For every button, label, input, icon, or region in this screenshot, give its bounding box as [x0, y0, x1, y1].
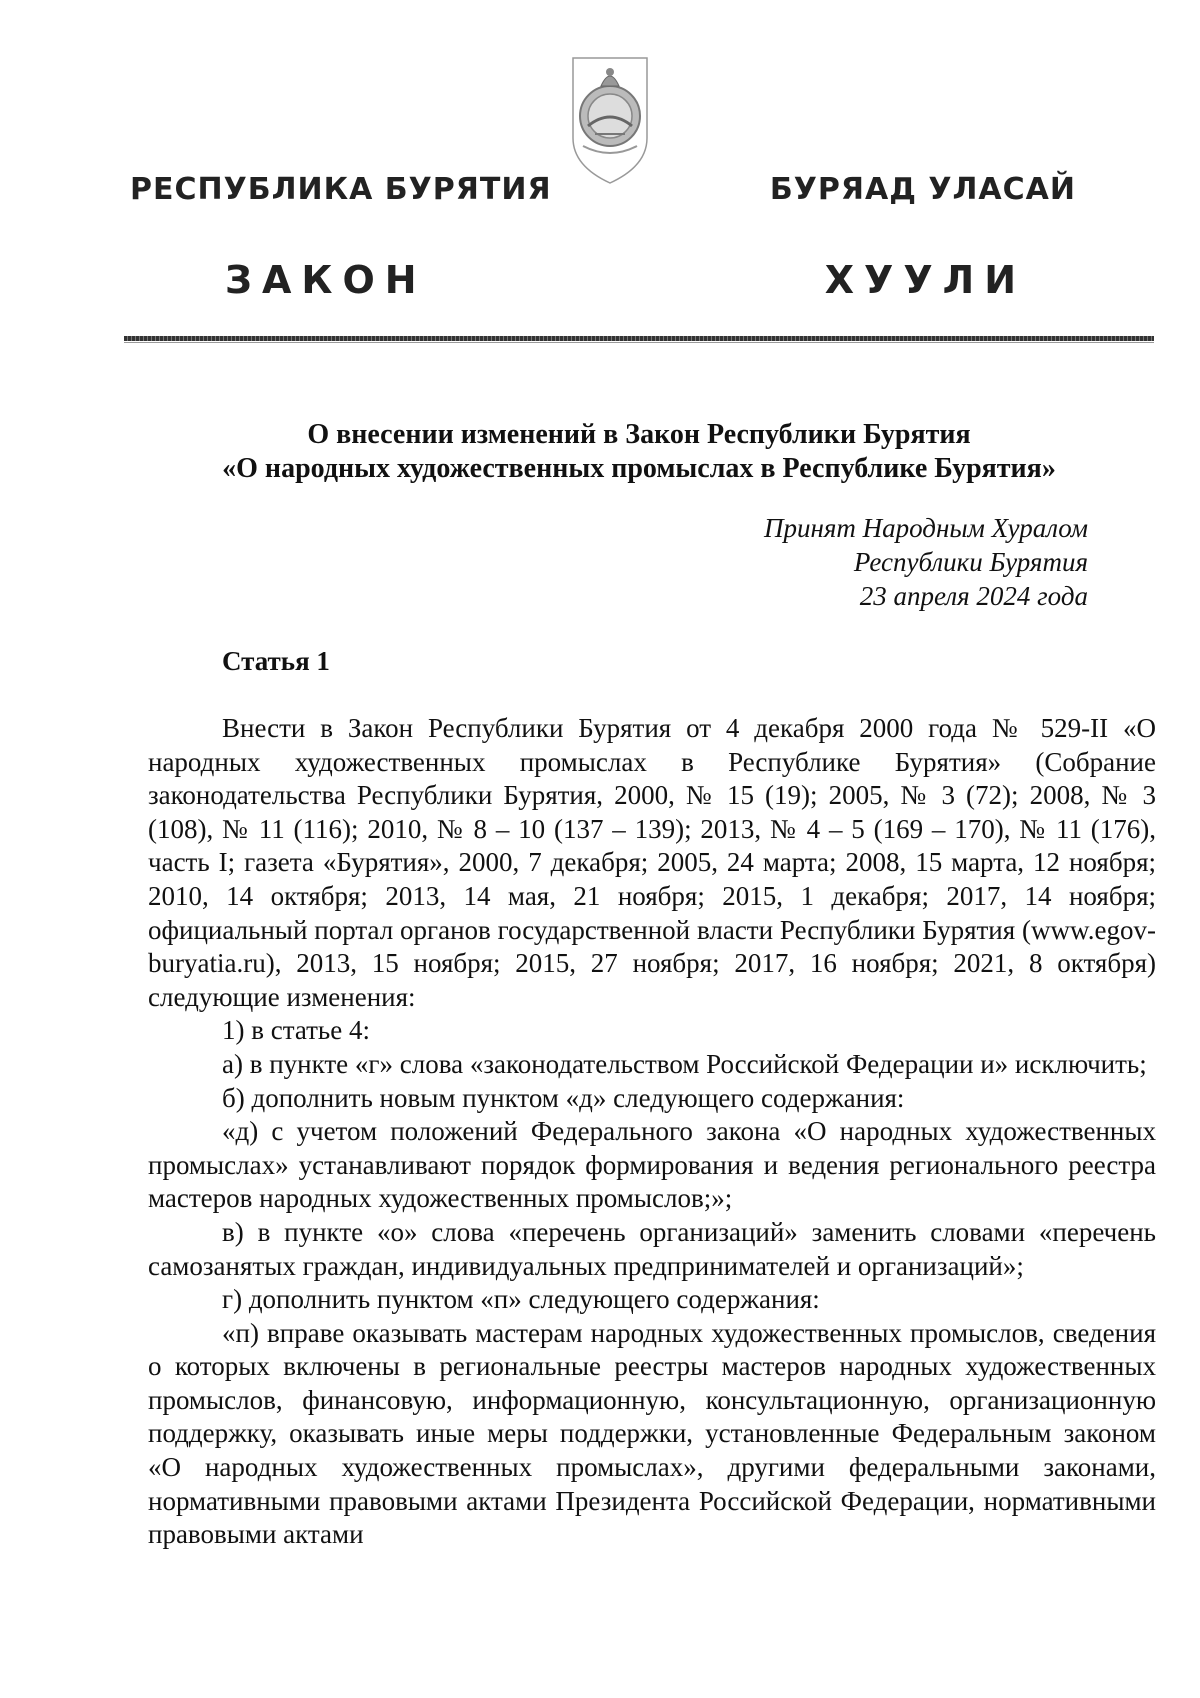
- title-line: «О народных художественных промыслах в Республике Бурятия»: [222, 453, 1056, 484]
- adoption-date: 23 апреля 2024 года: [859, 581, 1088, 611]
- adoption-line: Принят Народным Хуралом: [763, 513, 1088, 543]
- document-body: [148, 712, 1156, 1552]
- body-paragraph: Внести в Закон Республики Бурятия от 4 декабря 2000 года № 529-II «О народных художественных промыслах в Республике Бурятия» (Собрание законодательства Республики Бурятия, 2000, № 15 (19); 2005, № 3 (72); 2008, № 3 (108), № 11 (116); 2010, № 8 – 10 (137 – 139); 2013, № 4 – 5 (169 – 170), № 11 (176), часть I; газета «Бурятия», 2000, 7 декабря; 2005, 24 марта; 2008, 15 марта, 12 ноября; 2010, 14 октября; 2013, 14 мая, 21 ноября; 2015, 1 декабря; 2017, 14 ноября; официальный портал органов государственной власти Республики Бурятия (www.egov-buryatia.ru), 2013, 15 ноября; 2015, 27 ноября; 2017, 16 ноября; 2021, 8 октября) следующие изменения:: [148, 713, 1156, 1012]
- body-paragraph: 1) в статье 4:: [222, 1015, 370, 1046]
- header-republic-russian: РЕСПУБЛИКА БУРЯТИЯ: [130, 172, 552, 207]
- header-republic-buryat: БУРЯАД УЛАСАЙ: [769, 172, 1076, 207]
- title-line: О внесении изменений в Закон Республики Бурятия: [307, 419, 971, 450]
- header-divider-thin: [124, 342, 1154, 343]
- header-law-buryat: ХУУЛИ: [824, 258, 1026, 302]
- adoption-line: Республики Бурятия: [853, 547, 1088, 577]
- article-heading: Статья 1: [222, 646, 330, 676]
- body-paragraph: г) дополнить пунктом «п» следующего содержания:: [222, 1284, 820, 1315]
- body-paragraph: «д) с учетом положений Федерального закона «О народных художественных промыслах» устанавливают порядок формирования и ведения регионального реестра мастеров народных художественных промыслов;»;: [148, 1116, 1156, 1214]
- body-paragraph: а) в пункте «г» слова «законодательством Российской Федерации и» исключить;: [222, 1048, 1147, 1079]
- body-paragraph: «п) вправе оказывать мастерам народных художественных промыслов, сведения о которых включены в региональные реестры мастеров народных художественных промыслов, финансовую, информационную, консультационную, организационную поддержку, оказывать иные меры поддержки, установленные Федеральным законом «О народных художественных промыслах», другими федеральными законами, нормативными правовыми актами Президента Российской Федерации, нормативными правовыми актами: [148, 1317, 1156, 1550]
- document-title: [124, 418, 1154, 486]
- coat-of-arms-icon: [565, 38, 655, 188]
- adoption-note: [764, 511, 1088, 613]
- header-law-russian: ЗАКОН: [225, 258, 427, 302]
- header-divider: [124, 336, 1154, 341]
- body-paragraph: б) дополнить новым пунктом «д» следующего содержания:: [222, 1082, 905, 1113]
- body-paragraph: в) в пункте «о» слова «перечень организаций» заменить словами «перечень самозанятых граждан, индивидуальных предпринимателей и организаций»;: [148, 1216, 1156, 1281]
